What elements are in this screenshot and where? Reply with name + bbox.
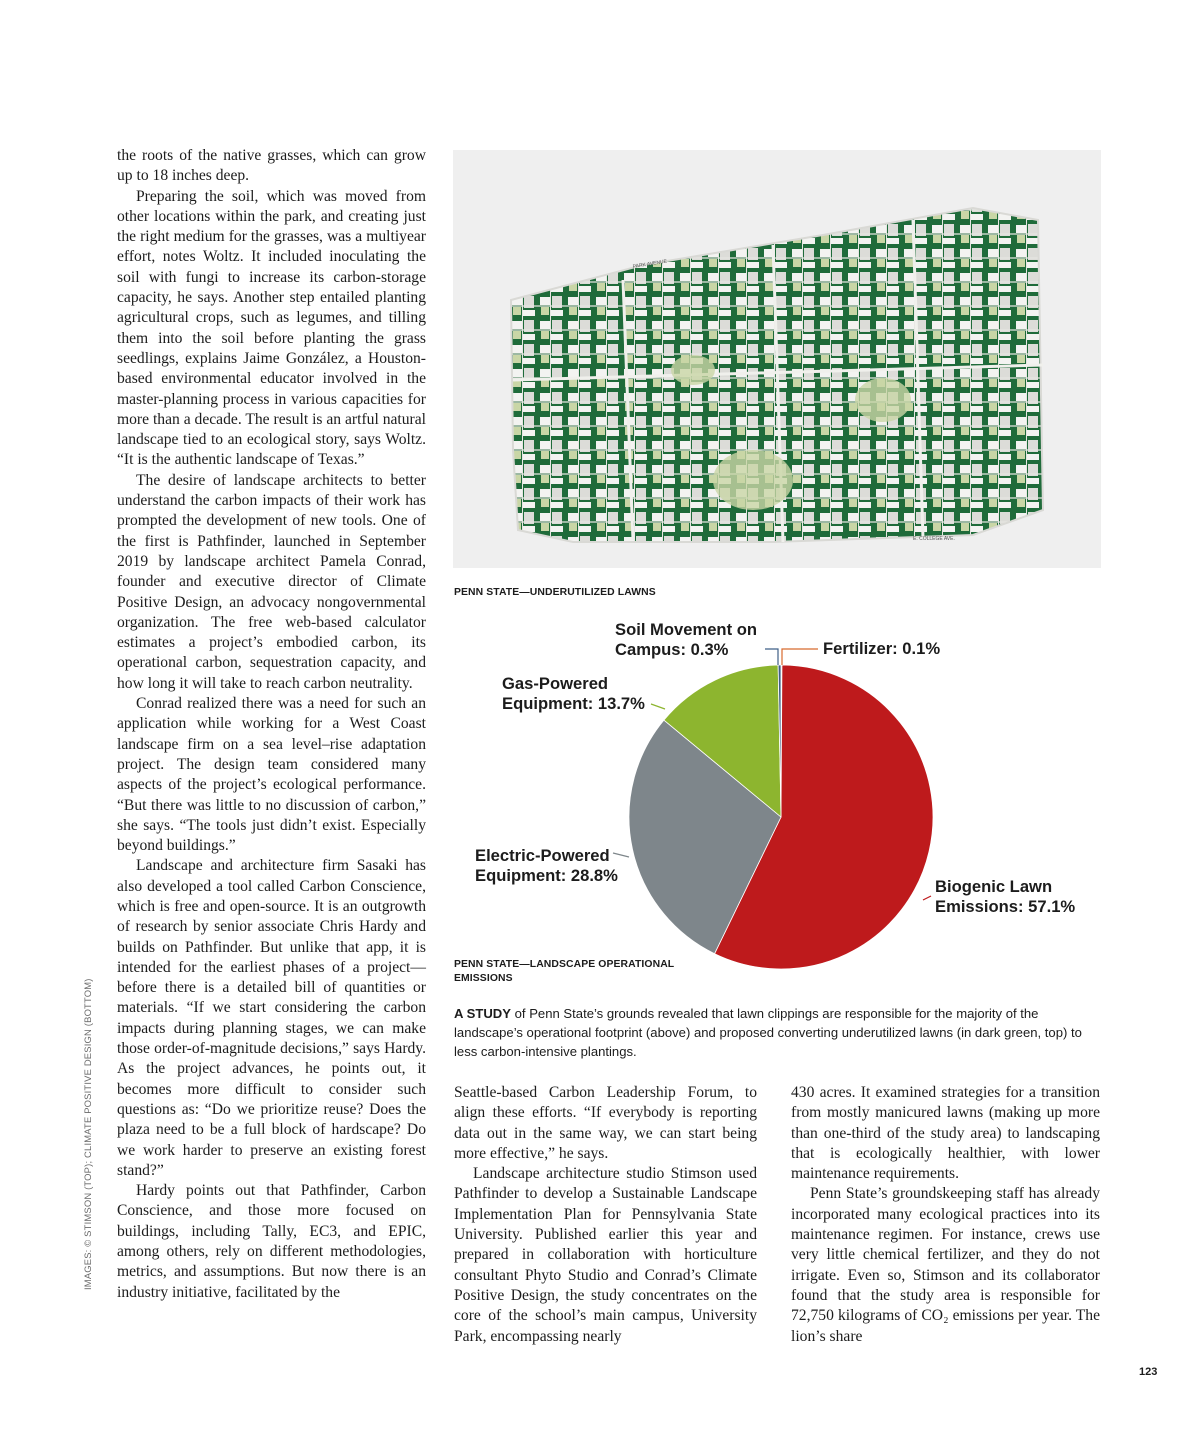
slice-label-line: Campus: 0.3% [615, 640, 729, 659]
emissions-pie-chart [453, 610, 1101, 980]
slice-label-line: Equipment: 13.7% [502, 694, 645, 713]
paragraph: the roots of the native grasses, which can grow up to 18 inches deep. [117, 147, 426, 185]
slice-label-line: Electric-Powered [475, 846, 610, 865]
leader-line [651, 704, 665, 709]
article-column-2 [454, 1083, 757, 1347]
article-column-3 [791, 1083, 1100, 1347]
leader-line [613, 853, 629, 857]
slice-label [502, 674, 645, 713]
page-number: 123 [1139, 1366, 1158, 1378]
paragraph: Conrad realized there was a need for such an application while working for a West Coast landscape firm on a sea level–rise adaptation project. The design team considered many aspects of the project’s ecological performance. “But there was little to no discussion of carbon,” she says. “The tools just didn’t exist. Especially beyond buildings.” [117, 695, 426, 855]
paragraph: Seattle-based Carbon Leadership Forum, to align these efforts. “If everybody is reporting data out in the same way, we can start being more effective,” he says. [454, 1084, 757, 1162]
figure-caption [454, 1004, 1102, 1061]
paragraph: Preparing the soil, which was moved from other locations within the park, and creating just the right medium for the grasses, was a multiyear effort, notes Woltz. It included inoculating the soil with fungi to increase its carbon-storage capacity, he says. Another step entailed planting agricultural crops, such as legumes, and tilling them into the soil before planting the grass seedlings, explains Jaime González, a Houston-based environmental educator involved in the master-planning process in various capacities for more than a decade. The result is an artful natural landscape tied to an ecological story, says Woltz. “It is the authentic landscape of Texas.” [117, 187, 426, 469]
article-column-1 [117, 146, 426, 1303]
paragraph: The desire of landscape architects to better understand the carbon impacts of their work has prompted the development of new tools. One of the first is Pathfinder, launched in September 2019 by landscape architect Pamela Conrad, founder and executive director of Climate Positive Design, an advocacy nongovernmental organization. The free web-based calculator estimates a project’s embodied carbon, its operational carbon, sequestration capacity, and how long it will take to reach carbon neutrality. [117, 471, 426, 692]
slice-label-line: Soil Movement on [615, 620, 757, 639]
paragraph: 430 acres. It examined strategies for a transition from mostly manicured lawns (making up more than one-third of the study area) to landscaping that is ecologically healthier, with lower maintenance requirements. [791, 1084, 1100, 1183]
slice-label-line: Fertilizer: 0.1% [823, 639, 941, 658]
slice-label [475, 846, 618, 885]
chart-title: PENN STATE—LANDSCAPE OPERATIONAL EMISSIONS [454, 959, 675, 984]
caption-lead: A STUDY [454, 1006, 511, 1021]
slice-label-line: Biogenic Lawn [935, 877, 1053, 896]
paragraph: Penn State’s groundskeeping staff has already incorporated many ecological practices into its maintenance regimen. For instance, crews use very little chemical fertilizer, and they do not irrigate. Even so, Stimson and its collaborator found that the study area is responsible for 72,750 kilograms of CO₂ emissions per year. The lion’s share [791, 1185, 1100, 1345]
image-credit: IMAGES: © STIMSON (TOP); CLIMATE POSITIVE DESIGN (BOTTOM) [82, 978, 93, 1290]
street-label: PARK AVENUE [632, 258, 668, 270]
paragraph: Hardy points out that Pathfinder, Carbon Conscience, and those more focused on buildings, including Tally, EC3, and EPIC, among others, rely on different methodologies, metrics, and assumptions. But now there is an industry initiative, facilitated by the [117, 1182, 426, 1301]
slice-label-line: Gas-Powered [502, 674, 609, 693]
map-label: PENN STATE—UNDERUTILIZED LAWNS [454, 587, 656, 598]
street-label: E. COLLEGE AVE. [913, 536, 955, 542]
campus-map [453, 150, 1101, 568]
slice-label [823, 639, 940, 658]
paragraph: Landscape and architecture firm Sasaki has also developed a tool called Carbon Conscience, which is free and open-source. It is an outgrowth of research by senior associate Chris Hardy and builds on Pathfinder. But unlike that app, it is intended for the earliest phases of a project—before there is a detailed bill of quantities or materials. “If we start considering the carbon impacts during planning stages, we can make those order-of-magnitude decisions,” says Hardy. As the project advances, he points out, it becomes more difficult to consider such questions as: “Do we prioritize reuse? Does the plaza need to be a full block of hardscape? Do we work harder to preserve an existing forest stand?” [117, 857, 426, 1179]
slice-label-line: Emissions: 57.1% [935, 897, 1076, 916]
leader-line [923, 896, 931, 900]
campus-map-illustration [453, 150, 1101, 568]
slice-label [935, 877, 1075, 916]
caption-text: of Penn State’s grounds revealed that lawn clippings are responsible for the majority of the landscape’s operational footprint (above) and proposed converting underutilized lawns (in dark green, top) to less carbon-intensive plantings. [454, 1006, 1082, 1059]
slice-label-line: Equipment: 28.8% [475, 866, 618, 885]
leader-line [782, 649, 818, 665]
leader-line [765, 649, 778, 665]
paragraph: Landscape architecture studio Stimson used Pathfinder to develop a Sustainable Landscape Implementation Plan for Pennsylvania State University. Published earlier this year and prepared in collaboration with horticulture consultant Phyto Studio and Conrad’s Climate Positive Design, the study concentrates on the core of the school’s main campus, University Park, encompassing nearly [454, 1165, 757, 1345]
slice-label [615, 620, 757, 659]
